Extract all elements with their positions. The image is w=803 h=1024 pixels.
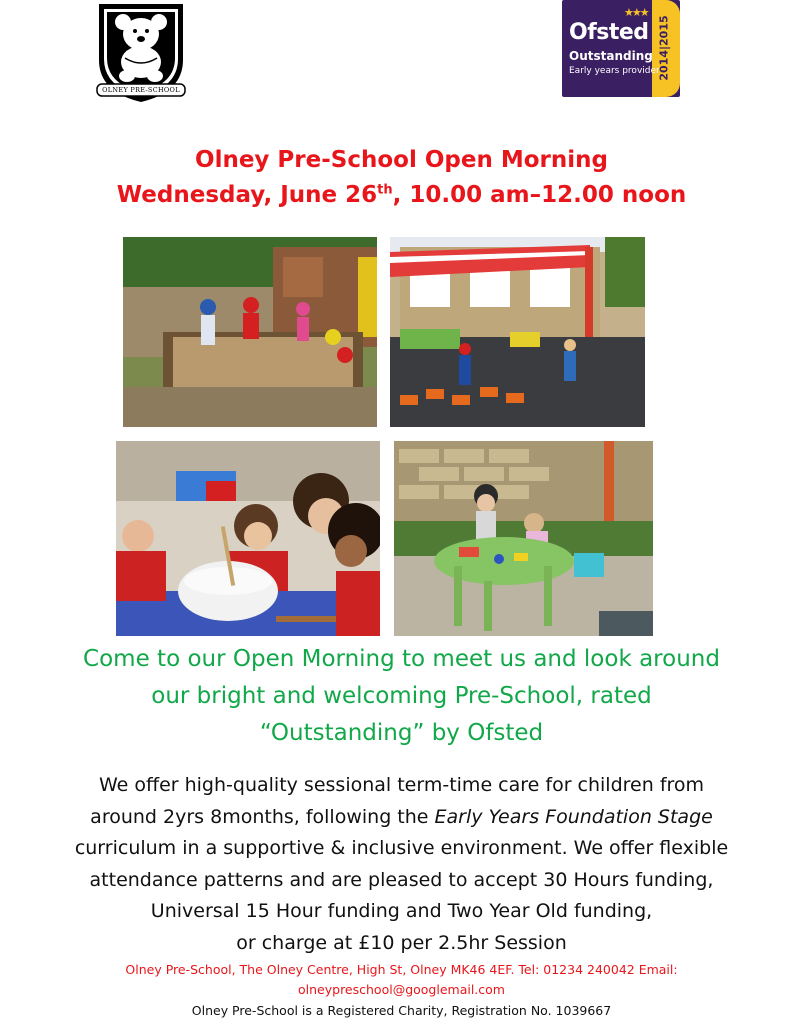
photo-baking (116, 441, 380, 636)
photo-playground (390, 237, 645, 427)
ofsted-rating: Outstanding (569, 49, 653, 63)
ofsted-years: 2014|2015 (657, 15, 671, 81)
description-line: We offer high-quality sessional term-time care for children from (98, 774, 705, 796)
contact-details (0, 960, 803, 1000)
event-title: Olney Pre-School Open Morning (195, 147, 608, 173)
intro-line: “Outstanding” by Ofsted (259, 720, 544, 746)
address-line: Olney Pre-School, The Olney Centre, High St, Olney MK46 4EF. Tel: 01234 240042 Email: (125, 962, 678, 977)
photo-craft-table (394, 441, 653, 636)
description-line: Universal 15 Hour funding and Two Year Old funding, (150, 900, 653, 922)
ofsted-outstanding-badge (562, 0, 680, 97)
olney-preschool-logo (93, 0, 189, 103)
description-line: attendance patterns and are pleased to accept 30 Hours funding, (89, 868, 714, 891)
intro-line: Come to our Open Morning to meet us and look around (83, 646, 720, 672)
intro-text (0, 641, 803, 752)
logo-caption: OLNEY PRE-SCHOOL (102, 86, 180, 94)
description-line: or charge at £10 per 2.5hr Session (236, 931, 567, 954)
description (0, 770, 803, 959)
photo-sandpit (123, 237, 377, 427)
description-line: curriculum in a supportive & inclusive environment. We offer flexible (74, 837, 729, 859)
intro-line: our bright and welcoming Pre-School, rated (151, 683, 652, 709)
ofsted-name: Ofsted (569, 20, 649, 45)
eyfs-term: Early Years Foundation Stage (434, 805, 713, 828)
stars-icon: ★★★ (624, 6, 648, 19)
charity-registration: Olney Pre-School is a Registered Charity, Registration No. 1039667 (191, 1003, 612, 1018)
event-date-time: Wednesday, June 26th, 10.00 am–12.00 noon (116, 182, 687, 208)
email-address[interactable]: olneypreschool@googlemail.com (298, 982, 505, 997)
description-line: around 2yrs 8months, following the Early Years Foundation Stage (90, 805, 713, 828)
ofsted-subtitle: Early years provider (569, 66, 660, 76)
